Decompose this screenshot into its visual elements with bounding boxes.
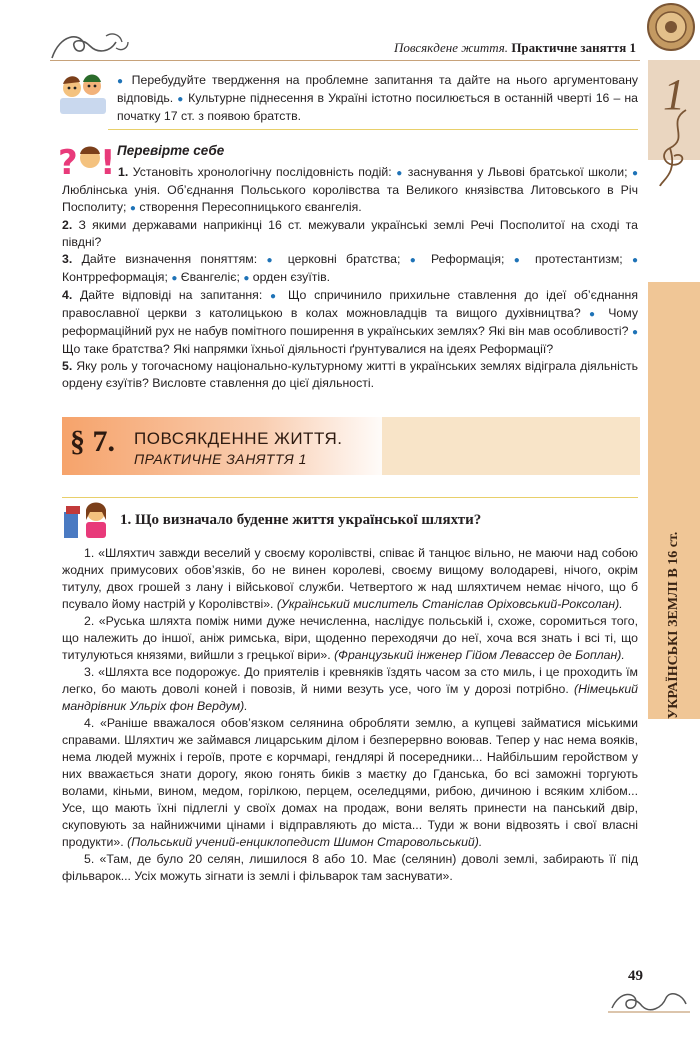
source-4: 4. «Раніше вважалося обов’язком селянина обробляти землю, а купцеві займатися міськими справами. Шляхтич же займався лицарським ділом і безперервно воював. Тепер у нас нема вояків, нема людей мужніх і героїв, проте є корчмарі, гендлярі й посередники... Найбільшим геройством у них вважається знати дорогу, якою гонять биків з маєтку до Гданська, бо всі заможні торгують волами, кіньми, вином, медом, горілкою, перцем, оселедцями, рибою, дичиною і всяким хлібом... Усе, що мають їхні підлеглі у своїх домах на продаж, вони велять принести на панський двір, скуповують за найнижчими цінами і відправляють до міста... Туди ж вони відвозять і свої власні продукти». (Польський учений-енциклопедист Шимон Старовольський). <box>62 716 638 849</box>
seal-emblem-icon <box>646 2 696 52</box>
check-questions <box>62 164 638 392</box>
source-3: 3. «Шляхта все подорожує. До приятелів і кревняків їздять часом за сто миль, і це проходить їм легко, бо мають доволі коней і повозів, й ними везуть усе, чого їм у дорозі потрібно. (Німецький мандрівник Ульріх фон Вердум). <box>62 665 639 713</box>
section-banner <box>62 417 640 475</box>
chapter-sidebar <box>648 50 700 720</box>
discussion-block <box>117 72 638 125</box>
vine-ornament-icon <box>656 108 694 188</box>
question-2: 2. З якими державами наприкінці 16 ст. межували українські землі Речі Посполитої на сході та півдні? <box>62 218 638 249</box>
sources-block <box>62 545 638 885</box>
page-number: 49 <box>628 968 643 984</box>
svg-text:!: ! <box>100 143 116 183</box>
question-heading: 1. Що визначало буденне життя української шляхти? <box>120 512 482 528</box>
source-1: 1. «Шляхтич завжди веселий у своєму королівстві, співає й танцює вільно, не маючи над собою жодних примусових обов’язків, бо не винен королеві, своєму вищому володареві, нічого, окрім титулу, двох грошей з лану і військової служби. Четвертого ж над шляхтичем немає нічого, що б псувало йому настрій у Королівстві». (Український мислитель Станіслав Оріховський-Роксолан). <box>62 546 638 611</box>
check-yourself <box>117 143 638 162</box>
divider <box>108 129 638 130</box>
discussion-text: ● Перебудуйте твердження на проблемне запитання та дайте на нього аргументовану відповідь. ● Культурне піднесення в Україні істотно посилюється в останній чверті 16 – на початку 17 ст. з появою братств. <box>117 73 639 123</box>
question-1: 1. Установіть хронологічну послідовність подій: ● заснування у Львові братської школи; ● Люблінська унія. Об’єднання Польського королівства та Великого князівства Литовського в Річ Посполиту; ● створення Пересопницького євангелія. <box>62 165 639 214</box>
section-number: § 7. <box>70 425 115 458</box>
header-title: Повсякдене життя. Практичне заняття 1 <box>394 40 636 55</box>
people-discussion-icon <box>58 70 108 116</box>
banner-panel <box>382 417 640 475</box>
scroll-ornament-icon <box>50 30 130 60</box>
section-subtitle: ПРАКТИЧНЕ ЗАНЯТТЯ 1 <box>134 451 307 467</box>
divider <box>62 497 638 498</box>
check-title: Перевірте себе <box>117 143 225 158</box>
question-3: 3. Дайте визначення поняттям: ● церковні братства; ● Реформація; ● протестантизм; ● Контрреформація; ● Євангеліє; ● орден єзуїтів. <box>62 252 639 284</box>
chapter-title: УКРАЇНСЬКІ ЗЕМЛІ В 16 ст. <box>666 531 681 719</box>
scroll-ornament-icon <box>606 988 692 1018</box>
source-2: 2. «Руська шляхта поміж ними дуже нечисленна, наслідує польській і, схоже, соромиться того, що належить до іншої, аніж римська, віри, щоденно переходячи до неї, хоча вся знать і всі ті, що титулуються князями, вийшли з грецької віри». (Французький інженер Гійом Левассер де Боплан). <box>62 614 638 662</box>
running-header <box>50 30 640 64</box>
chapter-number: 1 <box>648 60 700 160</box>
question-5: 5. Яку роль у тогочасному національно-культурному житті в українських землях відіграла діяльність ордену єзуїтів? Висловте ставлення до цієї діяльності. <box>62 359 639 390</box>
svg-text:?: ? <box>58 143 78 183</box>
source-5: 5. «Там, де було 20 селян, лишилося 8 або 10. Має (селянин) доволі землі, забирають її під фільварок... Усіх можуть зігнати із землі і фільварок там заснувати». <box>62 852 638 883</box>
student-reading-icon <box>62 498 114 540</box>
bullet-icon: ● <box>177 94 184 105</box>
bullet-icon: ● <box>117 76 126 87</box>
section-title: ПОВСЯКДЕННЕ ЖИТТЯ. <box>134 429 343 448</box>
header-rule <box>50 60 640 61</box>
question-4: 4. Дайте відповіді на запитання: ● Що спричинило прихильне ставлення до ідеї об’єднання православної церкви з католицькою в колах можновладців та вищого духівництва? ● Чому реформаційний рух не набув помітного поширення в українських землях? Які він мав особливості? ● Що таке братства? Які напрямки їхньої діяльності ґрунтувалися на ідеях Реформації? <box>62 288 639 356</box>
